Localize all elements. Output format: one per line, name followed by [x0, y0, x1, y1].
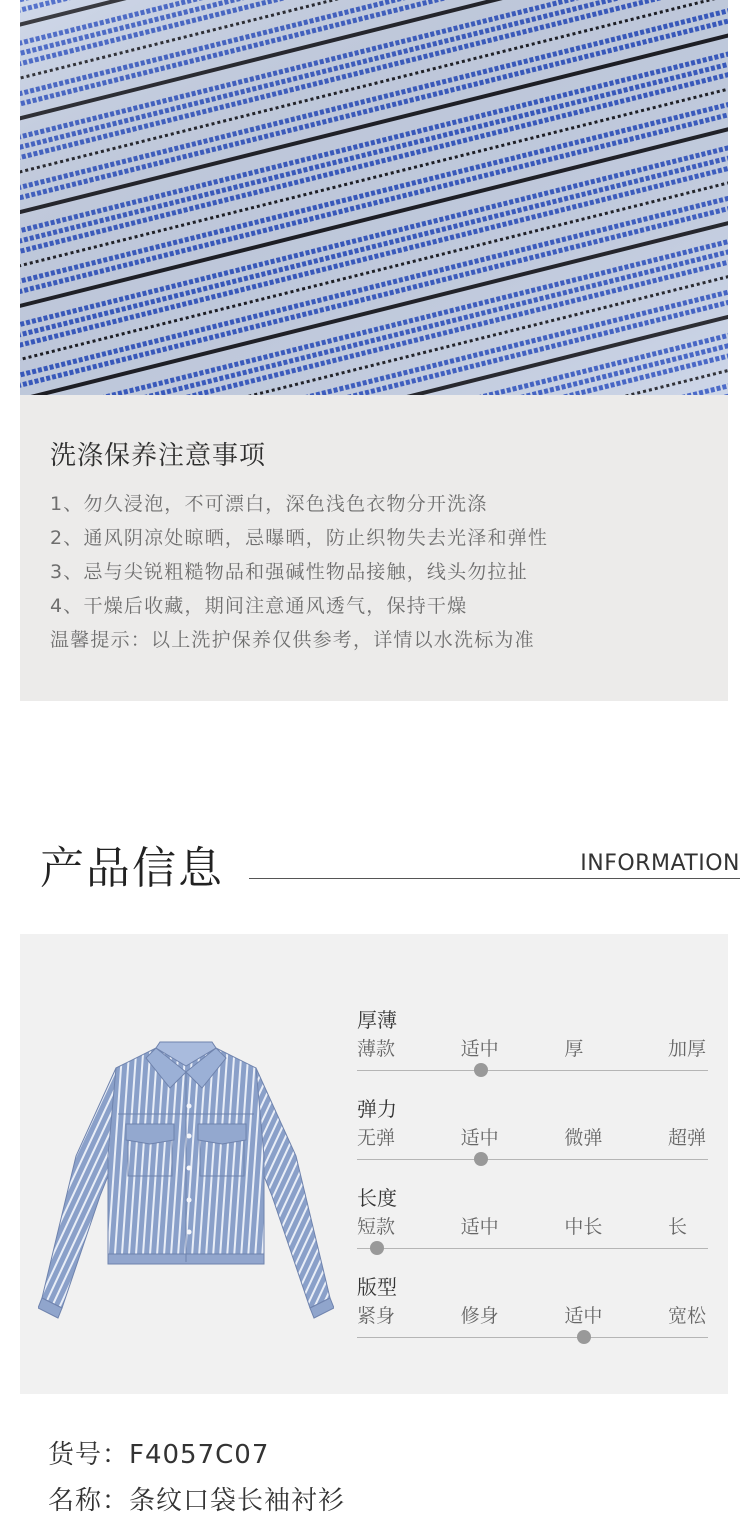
attribute-options: [357, 1123, 708, 1153]
care-list: [50, 487, 548, 657]
care-item: 3、忌与尖锐粗糙物品和强碱性物品接触，线头勿拉扯: [50, 561, 528, 583]
care-tip: 温馨提示：以上洗护保养仅供参考，详情以水洗标为准: [50, 629, 535, 651]
care-title: 洗涤保养注意事项: [50, 441, 267, 471]
attribute-elasticity: [357, 1095, 708, 1160]
option-label: 短款: [357, 1216, 396, 1238]
attribute-fit: [357, 1273, 708, 1338]
option-label: 适中: [460, 1038, 499, 1060]
attribute-options: [357, 1212, 708, 1242]
care-instructions-box: [20, 395, 728, 701]
section-divider: [249, 878, 740, 879]
fabric-closeup-image: [20, 0, 728, 395]
scale-indicator: [474, 1152, 488, 1166]
scale-indicator: [370, 1241, 384, 1255]
attribute-label: 弹力: [357, 1097, 397, 1121]
striped-fabric-graphic: [20, 0, 728, 395]
scale-track: [357, 1159, 708, 1160]
scale-indicator: [474, 1063, 488, 1077]
option-label: 无弹: [357, 1127, 396, 1149]
attribute-length: [357, 1184, 708, 1249]
attribute-thickness: [357, 1006, 708, 1071]
scale-indicator: [577, 1330, 591, 1344]
option-label: 长: [667, 1216, 687, 1238]
product-sku: 货号：F4057C07: [48, 1440, 270, 1470]
option-label: 适中: [460, 1127, 499, 1149]
option-label: 加厚: [667, 1038, 706, 1060]
section-subtitle: INFORMATION: [580, 851, 740, 876]
option-label: 修身: [460, 1305, 499, 1327]
attribute-label: 版型: [357, 1275, 397, 1299]
option-label: 宽松: [667, 1305, 706, 1327]
product-name: 名称：条纹口袋长袖衬衫: [48, 1486, 346, 1516]
option-label: 微弹: [564, 1127, 603, 1149]
option-label: 薄款: [357, 1038, 396, 1060]
scale-track: [357, 1337, 708, 1338]
care-item: 2、通风阴凉处晾晒，忌曝晒，防止织物失去光泽和弹性: [50, 527, 549, 549]
option-label: 适中: [460, 1216, 499, 1238]
attribute-options: [357, 1034, 708, 1064]
shirt-image: [38, 1036, 334, 1320]
attribute-label: 长度: [357, 1186, 397, 1210]
option-label: 紧身: [357, 1305, 396, 1327]
option-label: 超弹: [667, 1127, 706, 1149]
scale-track: [357, 1248, 708, 1249]
option-label: 中长: [564, 1216, 603, 1238]
option-label: 厚: [564, 1038, 584, 1060]
option-label: 适中: [564, 1305, 603, 1327]
care-item: 1、勿久浸泡，不可漂白，深色浅色衣物分开洗涤: [50, 493, 488, 515]
attribute-label: 厚薄: [357, 1008, 397, 1032]
scale-track: [357, 1070, 708, 1071]
attribute-options: [357, 1301, 708, 1331]
section-title: 产品信息: [40, 843, 224, 894]
care-item: 4、干燥后收藏，期间注意通风透气，保持干燥: [50, 595, 468, 617]
product-info-panel: [20, 934, 728, 1394]
